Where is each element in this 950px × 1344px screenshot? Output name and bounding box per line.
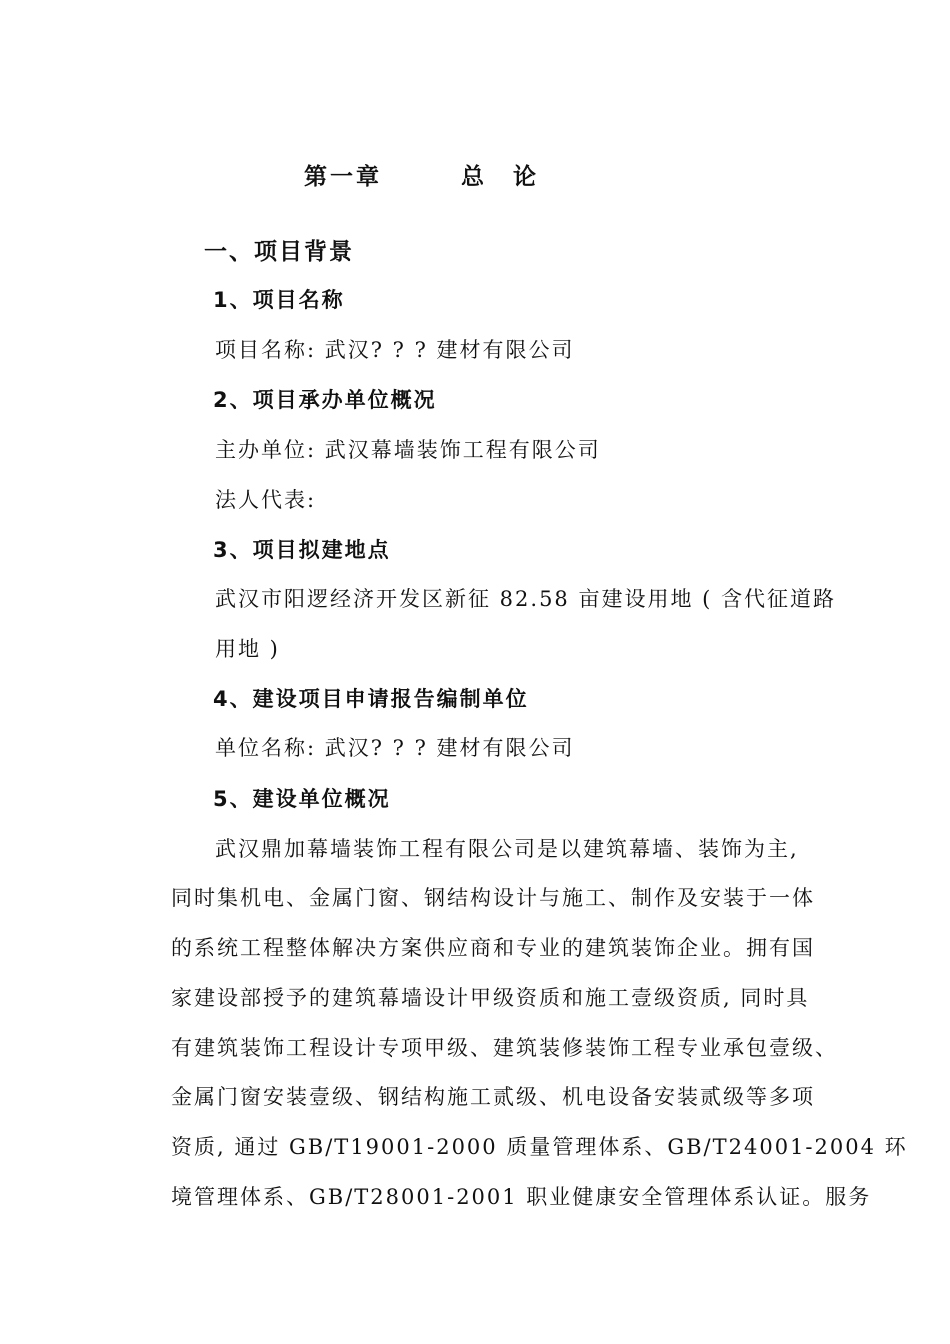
subheading-report-unit: 4、建设项目申请报告编制单位 [213,687,529,711]
report-unit-text: 单位名称: 武汉? ? ? 建材有限公司 [215,736,575,760]
site-text-line-1: 武汉市阳逻经济开发区新征 82.58 亩建设用地 ( 含代征道路 [215,587,837,611]
body-paragraph-line: 境管理体系、GB/T28001-2001 职业健康安全管理体系认证。服务 [171,1185,872,1209]
subheading-builder: 5、建设单位概况 [213,787,391,811]
body-paragraph-line: 同时集机电、金属门窗、钢结构设计与施工、制作及安装于一体 [171,886,815,910]
subheading-undertaker: 2、项目承办单位概况 [213,388,437,412]
chapter-title: 总 论 [461,164,539,190]
body-paragraph-line: 武汉鼎加幕墙装饰工程有限公司是以建筑幕墙、装饰为主, [215,837,799,861]
project-name-text: 项目名称: 武汉? ? ? 建材有限公司 [215,338,575,362]
subheading-project-name: 1、项目名称 [213,288,345,312]
body-paragraph-line: 金属门窗安装壹级、钢结构施工贰级、机电设备安装贰级等多项 [171,1085,815,1109]
body-paragraph-line: 资质, 通过 GB/T19001-2000 质量管理体系、GB/T24001-2004 环 [171,1135,908,1159]
site-text-line-2: 用地 ) [215,637,280,661]
body-paragraph-line: 家建设部授予的建筑幕墙设计甲级资质和施工壹级资质, 同时具 [171,986,810,1010]
legal-rep-text: 法人代表: [215,488,317,512]
chapter-number: 第一章 [304,164,382,190]
body-paragraph-line: 有建筑装饰工程设计专项甲级、建筑装修装饰工程专业承包壹级、 [171,1036,838,1060]
section-heading: 一、项目背景 [204,239,354,265]
subheading-site: 3、项目拟建地点 [213,538,391,562]
body-paragraph-line: 的系统工程整体解决方案供应商和专业的建筑装饰企业。拥有国 [171,936,815,960]
host-unit-text: 主办单位: 武汉幕墙装饰工程有限公司 [215,438,601,462]
